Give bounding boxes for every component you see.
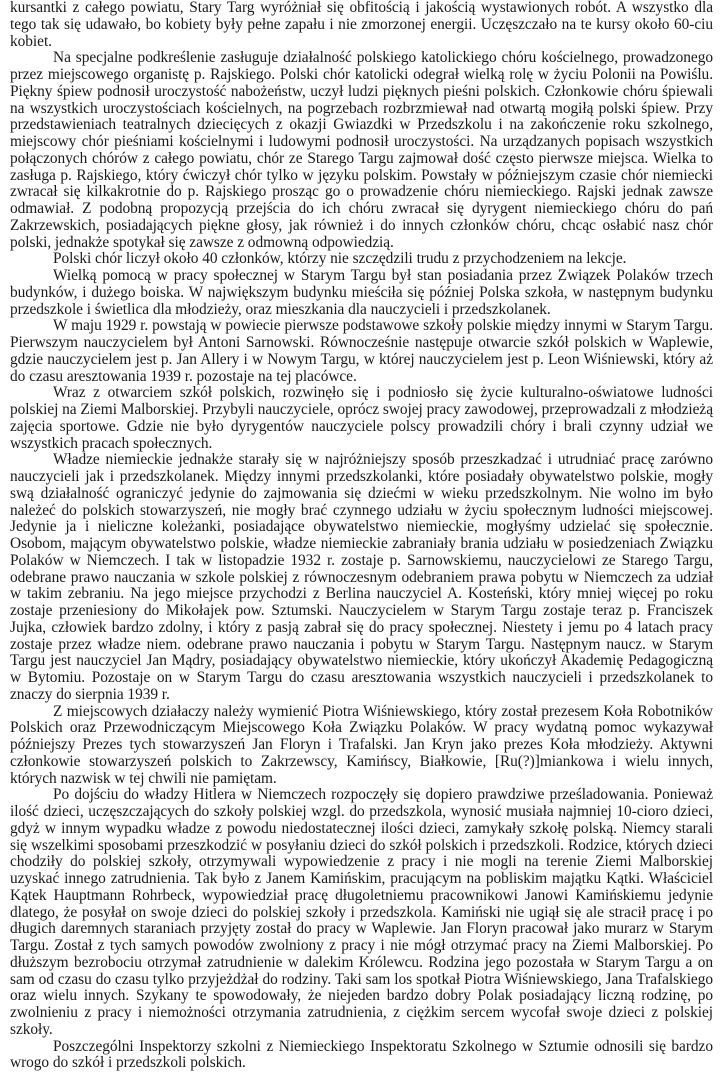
paragraph-persecution: Po dojściu do władzy Hitlera w Niemczech rozpoczęły się dopiero prawdziwe prześladowania. Ponieważ ilość dzieci, uczęszczających do szkoły polskiej wzgl. do przedszkola, wynosić musiała najmniej 10-cioro dzieci, gdyż w innym wypadku władze z powodu niedostatecznej ilości dzieci, zamykały szkołę polską. Niemcy starali się wszelkimi sposobami przeszkodzić w posyłaniu dzieci do szkół polskich i przedszkoli. Rodzice, których dzieci chodziły do polskiej szkoły, otrzymywali wypowiedzenie z pracy i nie mogli na terenie Ziemi Malborskiej uzyskać innego zatrudnienia. Tak było z Janem Kamińskim, pracującym na pobliskim majątku Kątki. Właściciel Kątek Hauptmann Rohrbeck, wypowiedział pracę długoletniemu pracownikowi Janowi Kamińskiemu jedynie dlatego, że posyłał on swoje dzieci do polskiej szkoły i przedszkola. Kamiński nie ugiął się ale stracił pracę i po długich daremnych staraniach przyjęty został do pracy w Waplewie. Jan Floryn pracował jako murarz w Starym Targu. Został z tych samych powodów zwolniony z pracy i nie mógł otrzymać pracy na Ziemi Malborskiej. Po dłuższym bezrobociu otrzymał zatrudnienie w dalekim Królewcu. Rodzina jego pozostała w Starym Targu a on sam od czasu do czasu tylko przyjeżdżał do rodziny. Taki sam los spotkał Piotra Wiśniewskiego, Jana Trafalskiego oraz wielu innych. Szykany te spowodowały, że niejeden bardzo dobry Polak posiadający liczną rodzinę, po zwolnieniu z pracy i niemożności otrzymania zatrudnienia, z ciężkim sercem wycofał swoje dzieci z polskiej szkoły.: [10, 787, 713, 1038]
document-page: [10, 0, 713, 1072]
paragraph-local-activists: Z miejscowych działaczy należy wymienić Piotra Wiśniewskiego, który został prezesem Koła Robotników Polskich oraz Przewodniczącym Miejscowego Koła Związku Polaków. W pracy wydatną pomoc wykazywał późniejszy Prezes tych stowarzyszeń Jan Floryn i Trafalski. Jan Kryn jako prezes Koła młodzieży. Aktywni członkowie stowarzyszeń polskich to Zakrzewscy, Kamińscy, Białkowie, [Ru(?)]miankowa i wielu innych, których nazwisk w tej chwili nie pamiętam.: [10, 704, 713, 788]
paragraph-german-authorities: Władze niemieckie jednakże starały się w najróżniejszy sposób przeszkadzać i utrudniać pracę zarówno nauczycieli jak i przedszkolanek. Między innymi przedszkolanki, które posiadały obywatelstwo polskie, mogły swą działalność ograniczyć jedynie do zajmowania się dziećmi w wieku przedszkolnym. Nie wolno im było należeć do polskich stowarzyszeń, nie mogły brać czynnego udziału w życiu społecznym ludności miejscowej. Jedynie ja i nieliczne koleżanki, posiadające obywatelstwo niemieckie, mogłyśmy udzielać się społecznie. Osobom, mającym obywatelstwo polskie, władze niemieckie zabraniały brania udziału w posiedzeniach Związku Polaków w Niemczech. I tak w listopadzie 1932 r. zostaje p. Sarnowskiemu, nauczycielowi ze Starego Targu, odebrane prawo nauczania w szkole polskiej z równoczesnym odebraniem prawa pobytu w Niemczech za udział w takim zebraniu. Na jego miejsce przychodzi z Berlina nauczyciel A. Kosteński, który mniej więcej po roku zostaje przeniesiony do Mikołajek pow. Sztumski. Nauczycielem w Starym Targu zostaje teraz p. Franciszek Jujka, człowiek bardzo zdolny, i który z pasją zabrał się do pracy społecznej. Niestety i jemu po 4 latach pracy zostaje przez władze niem. odebrane prawo nauczania i pobytu w Starym Targu. Następnym naucz. w Starym Targu jest nauczyciel Jan Mądry, posiadający obywatelstwo niemieckie, który ukończył Akademię Pedagogiczną w Bytomiu. Pozostaje on w Starym Targu do czasu aresztowania wszystkich nauczycieli i przedszkolanek to znaczy do sierpnia 1939 r.: [10, 452, 713, 703]
paragraph-choir-members: Polski chór liczył około 40 członków, którzy nie szczędzili trudu z przychodzeniem na lekcje.: [10, 251, 713, 268]
paragraph-inspectors: Poszczególni Inspektorzy szkolni z Niemieckiego Inspektoratu Szkolnego w Sztumie odnosili się bardzo wrogo do szkół i przedszkoli polskich.: [10, 1039, 713, 1072]
paragraph-schools-1929: W maju 1929 r. powstają w powiecie pierwsze podstawowe szkoły polskie między innymi w Starym Targu. Pierwszym nauczycielem był Antoni Sarnowski. Równocześnie następuje otwarcie szkół polskich w Waplewie, gdzie nauczycielem jest p. Jan Allery i w Nowym Targu, w której nauczycielem jest p. Leon Wiśniewski, który aż do czasu aresztowania 1939 r. pozostaje na tej placówce.: [10, 318, 713, 385]
paragraph-choir: Na specjalne podkreślenie zasługuje działalność polskiego katolickiego chóru kościelnego, prowadzonego przez miejscowego organistę p. Rajskiego. Polski chór katolicki odegrał wielką rolę w życiu Polonii na Powiślu. Piękny śpiew podnosił uroczystość nabożeństw, uczył ludzi pięknych pieśni polskich. Członkowie chóru śpiewali na wszystkich uroczystościach kościelnych, na pogrzebach rozbrzmiewał nad otwartą mogiłą polski śpiew. Przy przedstawieniach teatralnych dziecięcych z okazji Gwiazdki w Przedszkolu i na zakończenie roku szkolnego, miejscowy chór pieśniami kościelnymi i ludowymi podnosił uroczystości. Na urządzanych popisach wszystkich połączonych chórów z całego powiatu, chór ze Starego Targu zajmował dość często pierwsze miejsca. Wielka to zasługa p. Rajskiego, który ćwiczył chór tylko w języku polskim. Powstały w późniejszym czasie chór niemiecki zwracał się kilkakrotnie do p. Rajskiego prosząc go o prowadzenie chóru niemieckiego. Rajski jednak zawsze odmawiał. Z podobną propozycją przejścia do ich chóru zwracał się dyrygent niemieckiego chóru do pań Zakrzewskich, posiadających piękne głosy, jak również i do innych członków chóru, chcąc osłabić nasz chór polski, jednakże spotykał się zawsze z odmowną odpowiedzią.: [10, 50, 713, 251]
paragraph-buildings: Wielką pomocą w pracy społecznej w Starym Targu był stan posiadania przez Związek Polaków trzech budynków, i dużego boiska. W największym budynku mieściła się później Polska szkoła, w następnym budynku przedszkole i świetlica dla młodzieży, oraz mieszkania dla nauczycieli i przedszkolanek.: [10, 268, 713, 318]
paragraph-cultural-life: Wraz z otwarciem szkół polskich, rozwinęło się i podniosło się życie kulturalno-oświatowe ludności polskiej na Ziemi Malborskiej. Przybyli nauczyciele, oprócz swojej pracy zawodowej, przeprowadzali z młodzieżą zajęcia sportowe. Gdzie nie było dyrygentów nauczyciele polscy prowadzili chóry i brali czynny udział we wszystkich pracach społecznych.: [10, 385, 713, 452]
paragraph-continuation: kursantki z całego powiatu, Stary Targ wyróżniał się obfitością i jakością wystawionych robót. A wszystko dla tego tak się udawało, bo kobiety były pełne zapału i nie zmorzonej energii. Uczęszczało na te kursy około 60-ciu kobiet.: [10, 0, 713, 50]
